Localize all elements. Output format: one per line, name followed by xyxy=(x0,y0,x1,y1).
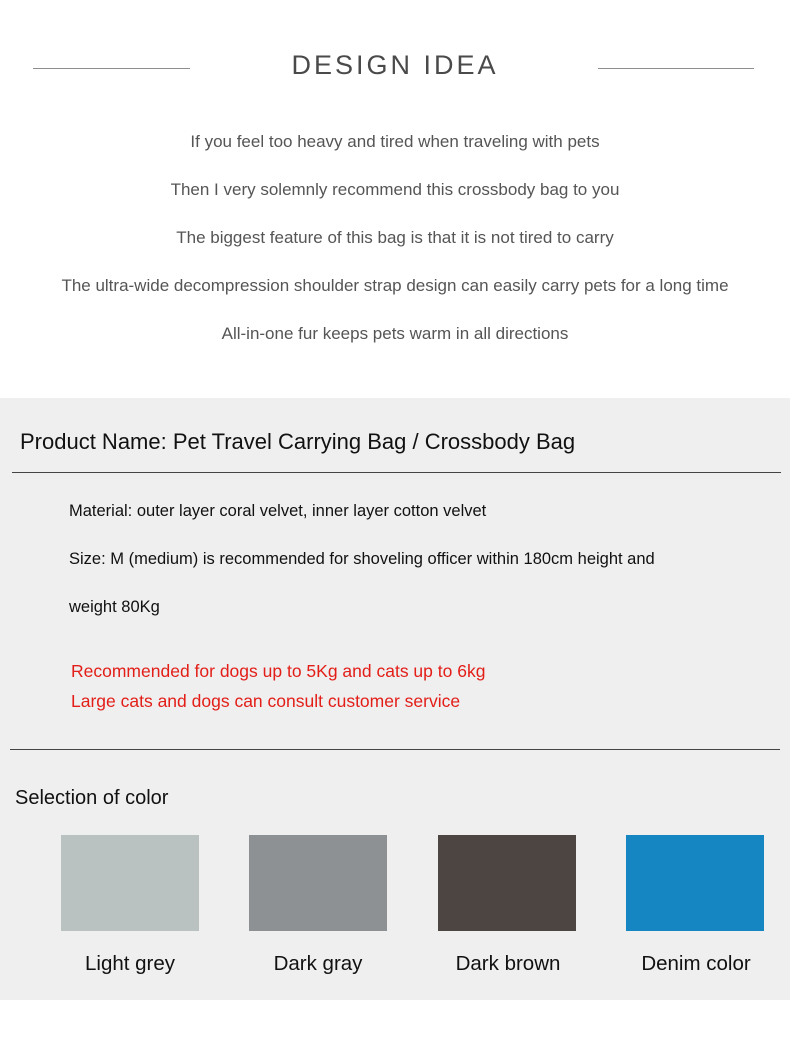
swatch-label-dark-gray: Dark gray xyxy=(273,952,363,975)
swatch-label-light-grey: Light grey xyxy=(84,952,176,975)
swatch-dark-gray[interactable] xyxy=(249,835,387,931)
weight-recommendation-notice: Recommended for dogs up to 5Kg and cats up to 6kg xyxy=(71,661,486,681)
product-name: Product Name: Pet Travel Carrying Bag / Crossbody Bag xyxy=(20,429,576,454)
spec-divider xyxy=(10,749,780,750)
product-name-divider xyxy=(12,472,781,473)
design-line-5: All-in-one fur keeps pets warm in all directions xyxy=(221,324,569,343)
size-text-line-2: weight 80Kg xyxy=(69,598,160,616)
color-selection-heading: Selection of color xyxy=(15,787,169,809)
design-line-2: Then I very solemnly recommend this crossbody bag to you xyxy=(170,180,620,199)
design-line-1: If you feel too heavy and tired when traveling with pets xyxy=(190,132,600,151)
swatch-denim[interactable] xyxy=(626,835,764,931)
customer-service-notice: Large cats and dogs can consult customer service xyxy=(71,691,461,711)
design-idea-section xyxy=(0,0,790,398)
design-idea-title: DESIGN IDEA xyxy=(291,50,499,80)
swatch-light-grey[interactable] xyxy=(61,835,199,931)
design-line-4: The ultra-wide decompression shoulder strap design can easily carry pets for a long time xyxy=(61,276,729,295)
title-rule-right xyxy=(598,68,754,69)
design-line-3: The biggest feature of this bag is that it is not tired to carry xyxy=(176,228,614,247)
swatch-label-denim: Denim color xyxy=(641,952,751,975)
size-text-line-1: Size: M (medium) is recommended for shoveling officer within 180cm height and xyxy=(69,550,655,568)
material-text: Material: outer layer coral velvet, inner layer cotton velvet xyxy=(69,502,487,520)
swatch-label-dark-brown: Dark brown xyxy=(455,952,561,975)
swatch-dark-brown[interactable] xyxy=(438,835,576,931)
